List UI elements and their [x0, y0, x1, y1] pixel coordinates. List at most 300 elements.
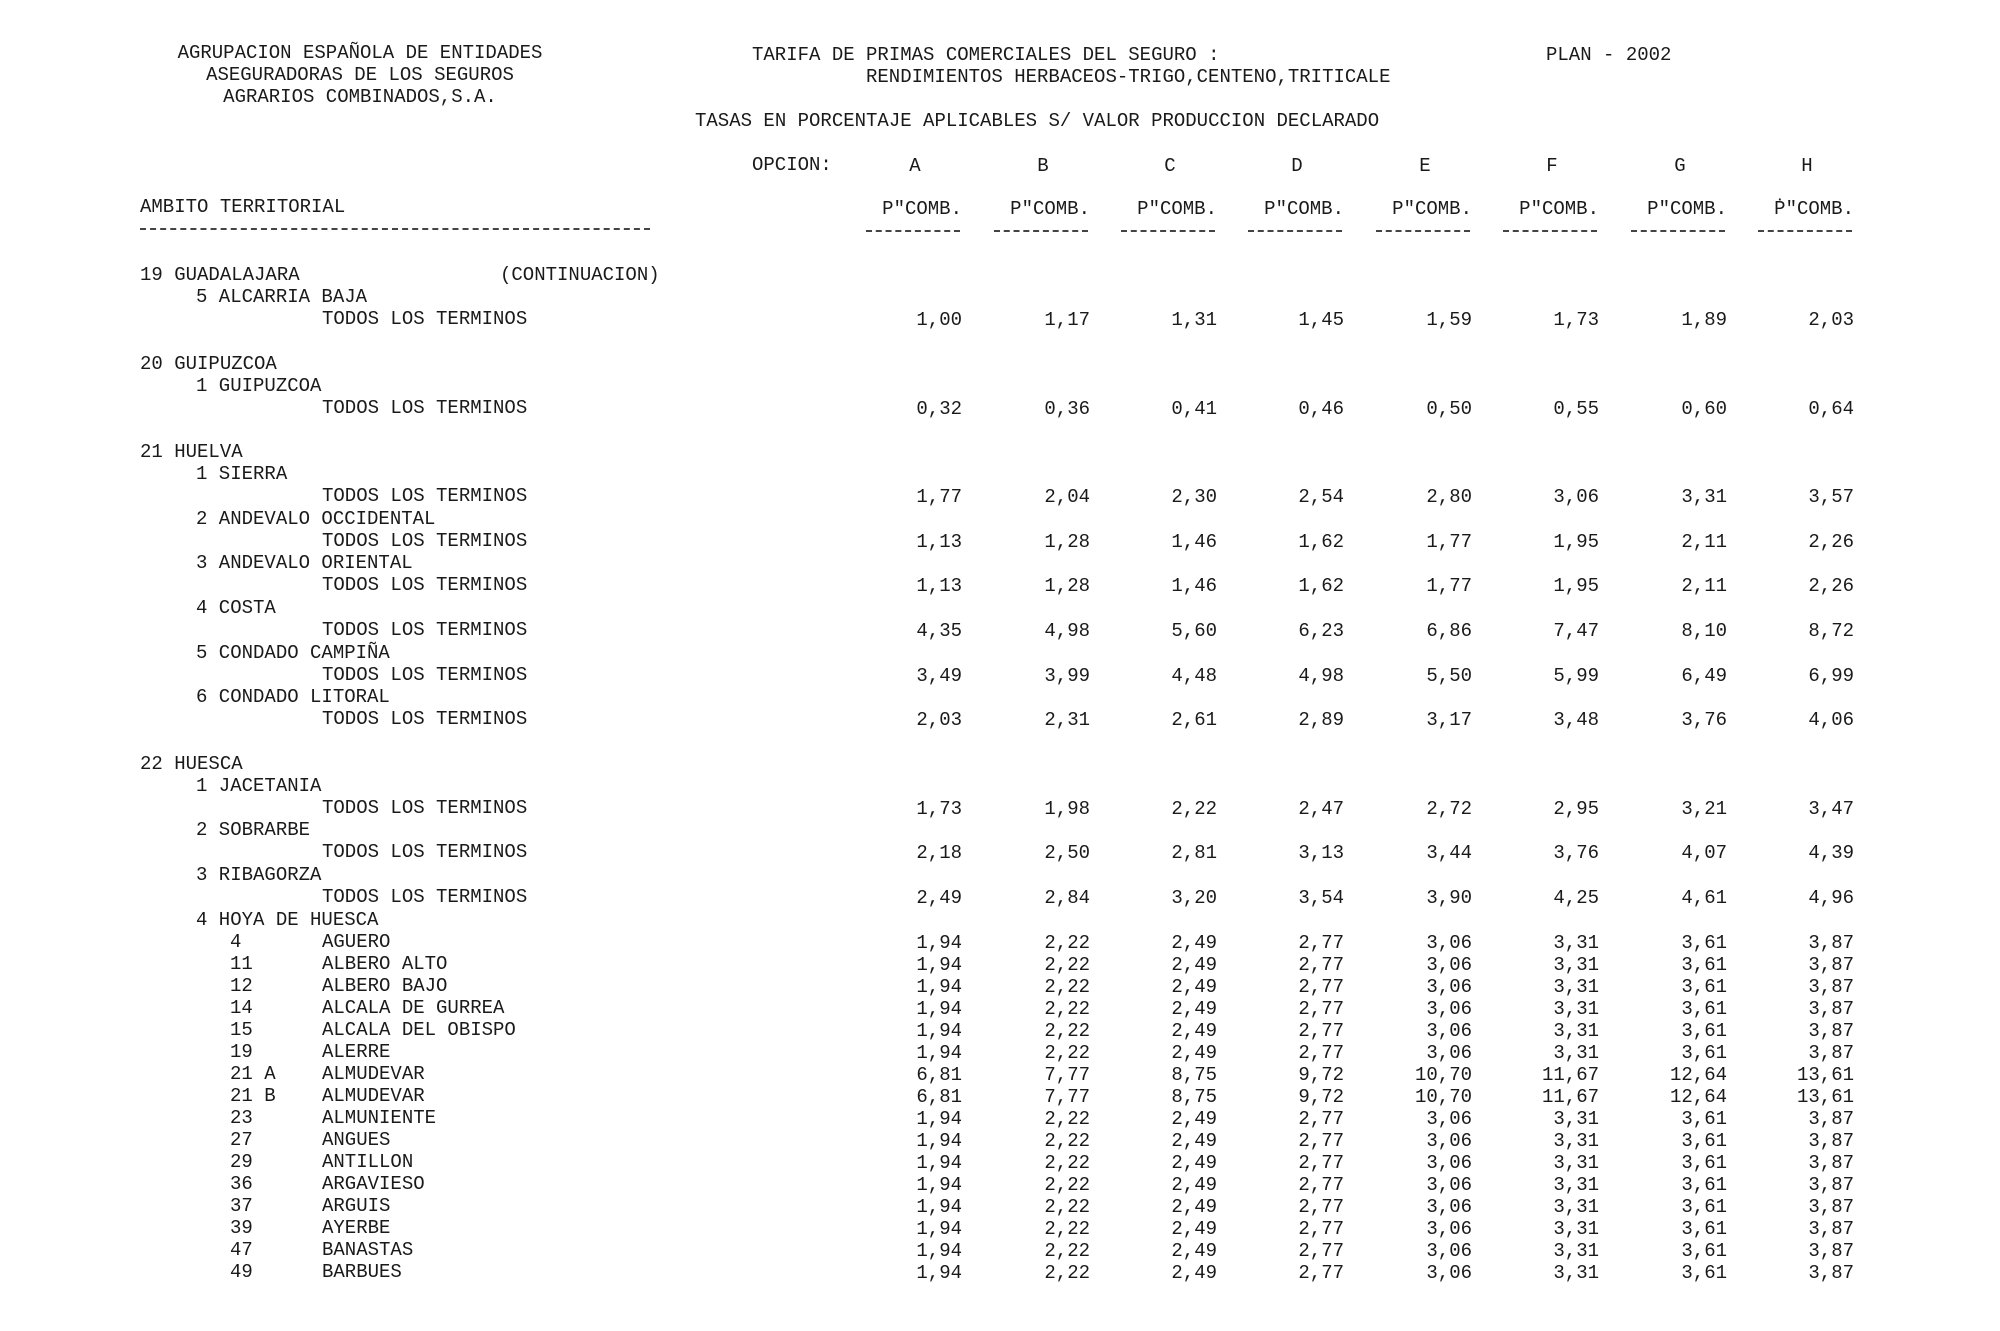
rate-value: 5,99 [1553, 664, 1599, 687]
rate-value: 2,49 [1171, 1019, 1217, 1042]
rate-value: 3,61 [1681, 1261, 1727, 1284]
rate-value: 3,31 [1553, 1151, 1599, 1174]
rate-value: 1,94 [916, 997, 962, 1020]
municipality-name: BARBUES [322, 1260, 402, 1283]
municipality-name: ALMUDEVAR [322, 1084, 425, 1107]
rate-value: 4,25 [1553, 887, 1599, 909]
province-heading: 22 HUESCA [140, 752, 243, 775]
rate-value: 6,49 [1681, 664, 1727, 687]
rate-value: 3,06 [1426, 1151, 1472, 1174]
org-line-3: AGRARIOS COMBINADOS,S.A. [223, 86, 497, 108]
rate-value: 2,77 [1298, 1129, 1344, 1152]
rate-value: 2,49 [1171, 1173, 1217, 1196]
rate-value: 3,06 [1426, 953, 1472, 976]
option-letter-e: E [1419, 155, 1431, 177]
rate-value: 3,48 [1553, 709, 1599, 732]
municipality-name: AYERBE [322, 1216, 391, 1239]
rate-value: 1,45 [1298, 309, 1344, 331]
municipality-name: ALBERO ALTO [322, 952, 448, 975]
rate-value: 2,11 [1681, 575, 1727, 598]
rate-value: 1,94 [916, 1217, 962, 1240]
rate-value: 2,22 [1171, 797, 1217, 820]
rate-value: 2,18 [916, 842, 962, 865]
rate-value: 1,59 [1426, 309, 1472, 331]
rate-value: 1,94 [916, 1261, 962, 1284]
municipality-name: ALMUNIENTE [322, 1106, 437, 1129]
rate-value: 4,07 [1681, 842, 1727, 865]
rate-value: 3,31 [1553, 953, 1599, 976]
option-letter-h: H [1801, 155, 1813, 177]
municipality-name: ALCALA DE GURREA [322, 996, 505, 1019]
rate-value: 3,44 [1426, 842, 1472, 865]
rate-value: 2,49 [1171, 1261, 1217, 1284]
rate-value: 2,03 [916, 709, 962, 732]
continuation-note: (CONTINUACION) [500, 264, 660, 286]
rate-value: 3,87 [1808, 997, 1854, 1020]
rate-value: 5,60 [1171, 620, 1217, 642]
rate-value: 3,06 [1553, 486, 1599, 509]
rate-value: 1,94 [916, 1019, 962, 1042]
rate-value: 1,94 [916, 1239, 962, 1262]
column-underline [994, 230, 1088, 232]
rate-value: 2,77 [1298, 1041, 1344, 1064]
rate-value: 1,13 [916, 575, 962, 598]
rate-value: 1,73 [1553, 309, 1599, 331]
rate-value: 8,75 [1171, 1085, 1217, 1108]
rate-value: 2,77 [1298, 1217, 1344, 1240]
rate-value: 6,81 [916, 1063, 962, 1086]
rate-value: 2,77 [1298, 1261, 1344, 1284]
rate-value: 2,77 [1298, 1107, 1344, 1130]
rate-value: 1,13 [916, 530, 962, 553]
province-heading: 20 GUIPUZCOA [140, 352, 277, 375]
rate-value: 1,28 [1044, 575, 1090, 598]
rate-value: 4,35 [916, 620, 962, 642]
rate-value: 2,72 [1426, 797, 1472, 820]
option-letter-a: A [909, 155, 921, 177]
rate-value: 2,77 [1298, 1151, 1344, 1174]
rate-value: 3,06 [1426, 1129, 1472, 1152]
rate-value: 2,49 [1171, 953, 1217, 976]
rate-value: 2,22 [1044, 1195, 1090, 1218]
rate-value: 0,46 [1298, 397, 1344, 420]
rate-value: 3,31 [1681, 486, 1727, 509]
column-underline [1376, 230, 1470, 232]
rate-value: 2,22 [1044, 931, 1090, 954]
municipality-code: 19 [230, 1040, 253, 1063]
rate-value: 2,22 [1044, 1261, 1090, 1284]
rate-value: 3,76 [1553, 842, 1599, 865]
rate-value: 2,77 [1298, 1019, 1344, 1042]
rate-value: 3,31 [1553, 1261, 1599, 1284]
rate-value: 2,49 [1171, 1195, 1217, 1218]
province-heading: 21 HUELVA [140, 441, 243, 464]
rate-value: 3,87 [1808, 931, 1854, 954]
rate-value: 6,81 [916, 1085, 962, 1108]
opcion-label: OPCION: [752, 154, 832, 176]
rate-value: 2,22 [1044, 953, 1090, 976]
rate-value: 3,61 [1681, 1195, 1727, 1218]
option-letter-f: F [1546, 155, 1558, 177]
comarca-heading: 4 COSTA [196, 597, 276, 619]
rate-value: 3,21 [1681, 797, 1727, 820]
rate-value: 3,61 [1681, 1239, 1727, 1262]
municipality-name: ALCALA DEL OBISPO [322, 1018, 516, 1041]
comarca-heading: 4 HOYA DE HUESCA [196, 908, 379, 931]
option-letter-c: C [1164, 155, 1176, 177]
rate-value: 3,61 [1681, 975, 1727, 998]
term-label: TODOS LOS TERMINOS [322, 396, 528, 419]
rate-value: 3,61 [1681, 1173, 1727, 1196]
term-label: TODOS LOS TERMINOS [322, 619, 528, 641]
rate-value: 5,50 [1426, 664, 1472, 687]
option-letter-g: G [1674, 155, 1686, 177]
municipality-code: 47 [230, 1238, 253, 1261]
rate-value: 0,36 [1044, 397, 1090, 420]
municipality-name: ARGUIS [322, 1194, 391, 1217]
rate-value: 1,94 [916, 975, 962, 998]
rate-value: 1,94 [916, 931, 962, 954]
rate-value: 3,31 [1553, 975, 1599, 998]
column-label: P"COMB. [1010, 198, 1090, 220]
ambito-underline [140, 228, 650, 230]
rate-value: 1,94 [916, 1195, 962, 1218]
rate-value: 3,06 [1426, 931, 1472, 954]
rate-value: 3,87 [1808, 1239, 1854, 1262]
rate-value: 9,72 [1298, 1063, 1344, 1086]
rate-value: 12,64 [1669, 1063, 1727, 1086]
ambito-label: AMBITO TERRITORIAL [140, 196, 346, 218]
municipality-name: ALMUDEVAR [322, 1062, 425, 1085]
rate-value: 3,61 [1681, 953, 1727, 976]
rate-value: 2,49 [1171, 997, 1217, 1020]
comarca-heading: 1 JACETANIA [196, 774, 322, 797]
term-label: TODOS LOS TERMINOS [322, 308, 528, 330]
term-label: TODOS LOS TERMINOS [322, 796, 528, 819]
rate-value: 2,31 [1044, 709, 1090, 732]
term-label: TODOS LOS TERMINOS [322, 574, 528, 597]
rate-value: 0,32 [916, 397, 962, 420]
rate-value: 3,06 [1426, 1107, 1472, 1130]
rate-value: 4,96 [1808, 887, 1854, 909]
rate-value: 3,31 [1553, 1217, 1599, 1240]
column-label: P"COMB. [1137, 198, 1217, 220]
rate-value: 3,61 [1681, 1151, 1727, 1174]
municipality-name: ARGAVIESO [322, 1172, 425, 1195]
rate-value: 3,61 [1681, 1217, 1727, 1240]
rate-value: 3,61 [1681, 1129, 1727, 1152]
rate-value: 3,31 [1553, 931, 1599, 954]
org-line-2: ASEGURADORAS DE LOS SEGUROS [206, 64, 514, 86]
rate-value: 3,06 [1426, 1217, 1472, 1240]
term-label: TODOS LOS TERMINOS [322, 485, 528, 508]
rate-value: 8,75 [1171, 1063, 1217, 1086]
rate-value: 1,77 [1426, 575, 1472, 598]
rate-value: 3,87 [1808, 1195, 1854, 1218]
rate-value: 3,61 [1681, 1041, 1727, 1064]
rate-value: 7,47 [1553, 620, 1599, 642]
rate-value: 3,57 [1808, 486, 1854, 509]
rate-value: 3,31 [1553, 1107, 1599, 1130]
comarca-heading: 5 ALCARRIA BAJA [196, 286, 368, 308]
rate-value: 3,17 [1426, 709, 1472, 732]
rate-value: 2,49 [1171, 1107, 1217, 1130]
municipality-code: 12 [230, 974, 253, 997]
rate-value: 2,26 [1808, 530, 1854, 553]
rate-value: 11,67 [1541, 1063, 1599, 1086]
rate-value: 4,98 [1298, 664, 1344, 687]
rate-value: 4,06 [1808, 709, 1854, 732]
rate-value: 2,61 [1171, 709, 1217, 732]
title-line-2: RENDIMIENTOS HERBACEOS-TRIGO,CENTENO,TRITICALE [866, 66, 1391, 88]
column-label: P"COMB. [1392, 198, 1472, 220]
rate-value: 7,77 [1044, 1063, 1090, 1086]
rate-value: 2,77 [1298, 1195, 1344, 1218]
rate-value: 3,31 [1553, 997, 1599, 1020]
rate-value: 0,41 [1171, 397, 1217, 420]
municipality-code: 15 [230, 1018, 253, 1041]
rate-value: 2,95 [1553, 797, 1599, 820]
rate-value: 1,94 [916, 1151, 962, 1174]
rate-value: 1,95 [1553, 575, 1599, 598]
rate-value: 3,31 [1553, 1041, 1599, 1064]
rate-value: 11,67 [1541, 1085, 1599, 1108]
comarca-heading: 6 CONDADO LITORAL [196, 686, 390, 709]
rate-value: 3,13 [1298, 842, 1344, 865]
municipality-name: ALBERO BAJO [322, 974, 448, 997]
rate-value: 2,22 [1044, 1129, 1090, 1152]
rate-value: 2,22 [1044, 1041, 1090, 1064]
rate-value: 2,22 [1044, 1239, 1090, 1262]
column-underline [1248, 230, 1342, 232]
rate-value: 9,72 [1298, 1085, 1344, 1108]
rate-value: 3,06 [1426, 1195, 1472, 1218]
comarca-heading: 1 GUIPUZCOA [196, 374, 322, 397]
municipality-code: 23 [230, 1106, 253, 1129]
rate-value: 2,03 [1808, 309, 1854, 331]
rate-value: 2,22 [1044, 1151, 1090, 1174]
rate-value: 3,06 [1426, 997, 1472, 1020]
rate-value: 3,99 [1044, 664, 1090, 687]
rate-value: 3,20 [1171, 887, 1217, 909]
comarca-heading: 2 SOBRARBE [196, 819, 311, 842]
rate-value: 3,61 [1681, 997, 1727, 1020]
rate-value: 2,77 [1298, 953, 1344, 976]
rate-value: 3,06 [1426, 1173, 1472, 1196]
municipality-code: 36 [230, 1172, 253, 1195]
rate-value: 0,64 [1808, 397, 1854, 420]
comarca-heading: 2 ANDEVALO OCCIDENTAL [196, 507, 436, 530]
rate-value: 1,94 [916, 1129, 962, 1152]
rate-value: 3,61 [1681, 1107, 1727, 1130]
municipality-code: 4 [230, 930, 242, 953]
rate-value: 3,87 [1808, 1107, 1854, 1130]
column-underline [1631, 230, 1725, 232]
rate-value: 1,73 [916, 797, 962, 820]
org-line-1: AGRUPACION ESPAÑOLA DE ENTIDADES [177, 42, 543, 64]
rate-value: 3,87 [1808, 1261, 1854, 1284]
rate-value: 1,94 [916, 953, 962, 976]
rate-value: 3,31 [1553, 1019, 1599, 1042]
municipality-name: BANASTAS [322, 1238, 414, 1261]
rate-value: 2,49 [1171, 975, 1217, 998]
rate-value: 6,86 [1426, 620, 1472, 642]
term-label: TODOS LOS TERMINOS [322, 886, 528, 908]
municipality-code: 27 [230, 1128, 253, 1151]
rate-value: 4,39 [1808, 842, 1854, 865]
rate-value: 2,30 [1171, 486, 1217, 509]
rate-value: 2,49 [1171, 1151, 1217, 1174]
rate-value: 3,49 [916, 664, 962, 687]
rate-value: 4,48 [1171, 664, 1217, 687]
rate-value: 3,87 [1808, 1019, 1854, 1042]
rate-value: 3,87 [1808, 1151, 1854, 1174]
rate-value: 1,46 [1171, 575, 1217, 598]
rate-value: 2,22 [1044, 1019, 1090, 1042]
rate-value: 3,87 [1808, 953, 1854, 976]
rate-value: 3,31 [1553, 1195, 1599, 1218]
rate-value: 3,06 [1426, 1261, 1472, 1284]
rate-value: 3,06 [1426, 1019, 1472, 1042]
rate-value: 3,87 [1808, 975, 1854, 998]
municipality-code: 37 [230, 1194, 253, 1217]
rate-value: 13,61 [1796, 1063, 1854, 1086]
municipality-name: ALERRE [322, 1040, 391, 1063]
rate-value: 1,46 [1171, 530, 1217, 553]
rate-value: 2,80 [1426, 486, 1472, 509]
column-label: P"COMB. [882, 198, 962, 220]
municipality-code: 14 [230, 996, 253, 1019]
municipality-code: 11 [230, 952, 253, 975]
rate-value: 1,94 [916, 1041, 962, 1064]
rate-value: 1,89 [1681, 309, 1727, 331]
rate-value: 2,22 [1044, 997, 1090, 1020]
rate-value: 2,49 [1171, 1217, 1217, 1240]
plan-label: PLAN - 2002 [1546, 44, 1672, 66]
rate-value: 2,26 [1808, 575, 1854, 598]
rate-value: 2,77 [1298, 1173, 1344, 1196]
rate-value: 2,81 [1171, 842, 1217, 865]
rate-value: 4,61 [1681, 887, 1727, 909]
rate-value: 2,84 [1044, 887, 1090, 909]
rate-value: 8,72 [1808, 620, 1854, 642]
term-label: TODOS LOS TERMINOS [322, 529, 528, 552]
subtitle: TASAS EN PORCENTAJE APLICABLES S/ VALOR PRODUCCION DECLARADO [695, 110, 1380, 132]
rate-value: 2,54 [1298, 486, 1344, 509]
rate-value: 3,61 [1681, 1019, 1727, 1042]
comarca-heading: 5 CONDADO CAMPIÑA [196, 641, 390, 664]
rate-value: 12,64 [1669, 1085, 1727, 1108]
municipality-code: 21 A [230, 1062, 276, 1085]
column-label: P"COMB. [1519, 198, 1599, 220]
rate-value: 0,50 [1426, 397, 1472, 420]
rate-value: 2,22 [1044, 1173, 1090, 1196]
rate-value: 1,62 [1298, 575, 1344, 598]
term-label: TODOS LOS TERMINOS [322, 708, 528, 731]
rate-value: 3,76 [1681, 709, 1727, 732]
rate-value: 2,22 [1044, 975, 1090, 998]
title-line-1: TARIFA DE PRIMAS COMERCIALES DEL SEGURO : [752, 44, 1220, 66]
rate-value: 7,77 [1044, 1085, 1090, 1108]
municipality-name: ANTILLON [322, 1150, 414, 1173]
rate-value: 1,00 [916, 309, 962, 331]
rate-value: 2,49 [1171, 1041, 1217, 1064]
rate-value: 1,94 [916, 1107, 962, 1130]
rate-value: 1,98 [1044, 797, 1090, 820]
column-label: P"COMB. [1264, 198, 1344, 220]
rate-value: 3,06 [1426, 975, 1472, 998]
rate-value: 2,11 [1681, 530, 1727, 553]
rate-value: 2,50 [1044, 842, 1090, 865]
rate-value: 2,89 [1298, 709, 1344, 732]
rate-value: 3,87 [1808, 1041, 1854, 1064]
rate-value: 10,70 [1414, 1085, 1472, 1108]
rate-value: 3,54 [1298, 887, 1344, 909]
rate-value: 1,31 [1171, 309, 1217, 331]
rate-value: 2,49 [1171, 1129, 1217, 1152]
rate-value: 2,04 [1044, 486, 1090, 509]
rate-value: 3,90 [1426, 887, 1472, 909]
rate-value: 2,49 [1171, 931, 1217, 954]
rate-value: 6,23 [1298, 620, 1344, 642]
rate-value: 3,87 [1808, 1129, 1854, 1152]
rate-value: 2,49 [1171, 1239, 1217, 1262]
column-underline [866, 230, 960, 232]
municipality-code: 29 [230, 1150, 253, 1173]
rate-value: 10,70 [1414, 1063, 1472, 1086]
rate-value: 3,87 [1808, 1173, 1854, 1196]
rate-value: 1,95 [1553, 530, 1599, 553]
option-letter-b: B [1037, 155, 1049, 177]
municipality-name: AGUERO [322, 930, 391, 953]
municipality-code: 39 [230, 1216, 253, 1239]
rate-value: 2,22 [1044, 1217, 1090, 1240]
term-label: TODOS LOS TERMINOS [322, 841, 528, 864]
rate-value: 13,61 [1796, 1085, 1854, 1108]
rate-value: 3,31 [1553, 1239, 1599, 1262]
column-underline [1503, 230, 1597, 232]
column-underline [1121, 230, 1215, 232]
rate-value: 2,77 [1298, 1239, 1344, 1262]
rate-value: 3,61 [1681, 931, 1727, 954]
rate-value: 1,62 [1298, 530, 1344, 553]
rate-value: 1,28 [1044, 530, 1090, 553]
rate-value: 2,77 [1298, 931, 1344, 954]
rate-value: 1,17 [1044, 309, 1090, 331]
rate-value: 0,60 [1681, 397, 1727, 420]
municipality-name: ANGUES [322, 1128, 391, 1151]
rate-value: 1,77 [1426, 530, 1472, 553]
rate-value: 2,47 [1298, 797, 1344, 820]
rate-value: 3,87 [1808, 1217, 1854, 1240]
rate-value: 1,77 [916, 486, 962, 509]
rate-value: 3,06 [1426, 1041, 1472, 1064]
rate-value: 0,55 [1553, 397, 1599, 420]
rate-value: 3,31 [1553, 1173, 1599, 1196]
rate-value: 4,98 [1044, 620, 1090, 642]
comarca-heading: 1 SIERRA [196, 463, 288, 486]
comarca-heading: 3 RIBAGORZA [196, 864, 322, 886]
rate-value: 8,10 [1681, 620, 1727, 642]
rate-value: 2,77 [1298, 975, 1344, 998]
term-label: TODOS LOS TERMINOS [322, 663, 528, 686]
rate-value: 2,49 [916, 887, 962, 909]
comarca-heading: 3 ANDEVALO ORIENTAL [196, 552, 413, 575]
province-heading: 19 GUADALAJARA [140, 264, 300, 286]
municipality-code: 49 [230, 1260, 253, 1283]
rate-value: 3,47 [1808, 797, 1854, 820]
option-letter-d: D [1291, 155, 1303, 177]
